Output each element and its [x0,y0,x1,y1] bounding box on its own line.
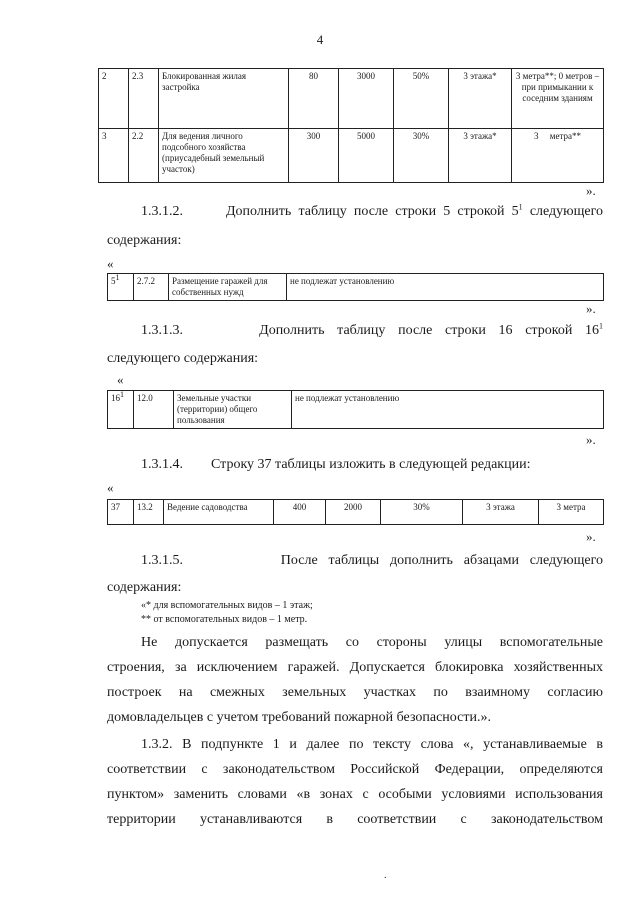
row-number: 37 [108,500,134,525]
max-floors: 3 этажа* [449,129,512,183]
superscript: 1 [115,273,120,282]
body-line: Не допускается размещать со стороны улицы вспомогательные [141,635,603,650]
min-area: 400 [274,500,326,525]
table-row [108,500,604,525]
max-floors: 3 этажа* [449,69,512,129]
paragraph-1-3-2-line: 1.3.2. В подпункте 1 и далее по тексту слова «, устанавливаемые в [141,737,603,752]
min-area: 80 [289,69,339,129]
use-code: 2.2 [129,129,159,183]
max-area: 3000 [339,69,394,129]
footnote-one-floor: «* для вспомогательных видов – 1 этаж; [141,600,313,611]
row-5-1-table [107,273,604,301]
body-line: строения, за исключением гаражей. Допускается блокировка хозяйственных [107,660,603,675]
min-area: 300 [289,129,339,183]
use-name: Земельные участки (территории) общего пользования [174,391,292,429]
row-number: 5 [111,276,116,286]
max-floors: 3 этажа [463,500,539,525]
paragraph-1-3-2-line: пунктом» заменить словами «в зонах с особыми условиями использования [107,787,603,802]
clause-text-continued: следующего содержания: [107,351,259,366]
clause-text: Дополнить таблицу после строки 5 строкой 5 [225,204,519,219]
use-code: 2.3 [129,69,159,129]
superscript: 1 [518,202,523,212]
footnote-one-meter: ** от вспомогательных видов – 1 метр. [141,614,308,625]
row-number: 3 [99,129,129,183]
max-area: 2000 [326,500,381,525]
paragraph-1-3-1-3 [107,316,603,345]
max-area: 5000 [339,129,394,183]
min-indent: 3 метра** [512,129,604,183]
opening-quote: « [107,480,114,495]
use-name: Ведение садоводства [164,500,274,525]
clause-text: Дополнить таблицу после строки 16 строкой 16 [259,323,599,338]
row-37-table [107,499,604,525]
clause-number: 1.3.1.4. [141,457,183,472]
clause-number: 1.3.1.2. [141,204,183,219]
body-line: домовладельцев с учетом требований пожарной безопасности.». [107,710,491,725]
row-16-1-table [107,390,604,429]
closing-quote: ». [586,301,596,316]
paragraph-1-3-2-line: территории устанавливаются в соответствии с законодательством [107,812,603,827]
clause-number: 1.3.1.3. [141,323,183,338]
paragraph-1-3-1-4 [141,450,530,479]
row-number: 2 [99,69,129,129]
use-code: 2.7.2 [134,274,169,301]
table-row [108,391,604,429]
table-row [99,129,604,183]
build-percent: 50% [394,69,449,129]
clause-text: После таблицы дополнить абзацами следующего [280,553,604,568]
opening-quote: « [117,372,124,387]
table-row [108,274,604,301]
paragraph-1-3-2-line: соответствии с законодательством Российской Федерации, определяются [107,762,603,777]
use-name: Размещение гаражей для собственных нужд [169,274,287,301]
body-line: построек на смежных земельных участках по взаимному согласию [107,685,603,700]
use-code: 12.0 [134,391,174,429]
row-number: 16 [111,393,120,403]
clause-text-continued: содержания: [107,580,182,595]
closing-quote: ». [586,432,596,447]
zoning-table-continuation [98,68,604,183]
clause-text: Строку 37 таблицы изложить в следующей редакции: [211,457,531,472]
use-code: 13.2 [134,500,164,525]
min-indent: 3 метра [539,500,604,525]
build-percent: 30% [394,129,449,183]
closing-quote: ». [586,529,596,544]
clause-number: 1.3.1.5. [141,553,183,568]
clause-text-end: следующего [522,204,604,219]
page-number: 4 [316,32,324,47]
build-percent: 30% [381,500,463,525]
clause-text-continued: содержания: [107,233,182,248]
use-name: Для ведения личного подсобного хозяйства (приусадебный земельный участок) [159,129,289,183]
table-row [99,69,604,129]
min-indent: 3 метра**; 0 метров – при примыкании к соседним зданиям [512,69,604,129]
parameters-value: не подлежат установлению [287,274,604,301]
superscript: 1 [120,390,124,399]
footer-mark: . [384,870,387,881]
paragraph-1-3-1-2 [107,197,603,226]
closing-quote: ». [586,183,596,198]
parameters-value: не подлежат установлению [292,391,604,429]
superscript: 1 [599,321,603,331]
use-name: Блокированная жилая застройка [159,69,289,129]
paragraph-1-3-1-5 [107,546,603,575]
opening-quote: « [107,256,114,271]
